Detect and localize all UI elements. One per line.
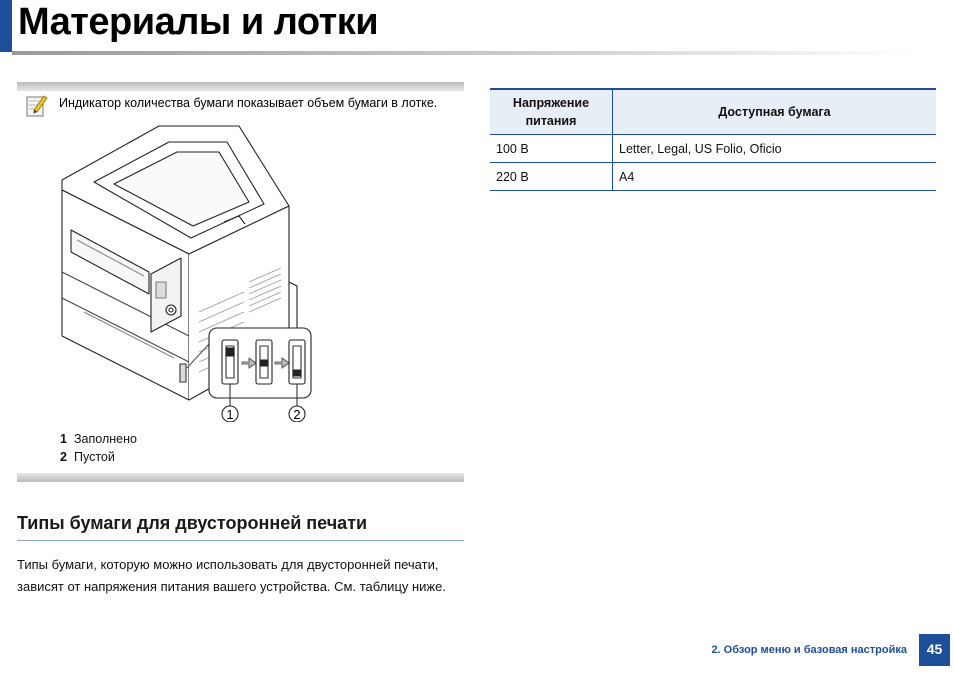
section-heading: Типы бумаги для двусторонней печати: [17, 513, 368, 533]
paragraph-line: зависят от напряжения питания вашего устройства. См. таблицу ниже.: [17, 579, 446, 594]
table-row: [490, 135, 936, 163]
note-pencil-icon: [25, 93, 49, 119]
legend-label: Заполнено: [74, 432, 137, 446]
legend-label: Пустой: [74, 450, 115, 464]
title-divider: [12, 51, 917, 55]
section-paragraph: [17, 554, 477, 598]
cell-voltage: 220 В: [490, 163, 613, 191]
title-accent-bar: [0, 0, 12, 52]
footer-chapter: 2. Обзор меню и базовая настройка: [711, 644, 907, 656]
legend-number: 1: [60, 432, 67, 446]
cell-paper: Letter, Legal, US Folio, Oficio: [613, 135, 937, 163]
page-title: Материалы и лотки: [18, 1, 379, 43]
legend-item-full: [60, 432, 137, 446]
cell-voltage: 100 В: [490, 135, 613, 163]
table-header-row: [490, 89, 936, 135]
printer-illustration: [59, 122, 319, 422]
note-panel: [17, 82, 464, 482]
header-paper: Доступная бумага: [613, 89, 937, 135]
page-number: 45: [919, 634, 950, 666]
legend-number: 2: [60, 450, 67, 464]
cell-paper: A4: [613, 163, 937, 191]
note-text: Индикатор количества бумаги показывает объем бумаги в лотке.: [59, 96, 438, 110]
paper-types-table: [490, 88, 936, 191]
note-top-border: [17, 82, 464, 91]
legend-item-empty: [60, 450, 115, 464]
header-voltage: Напряжение питания: [490, 89, 613, 135]
section-divider: [17, 540, 464, 541]
table-row: [490, 163, 936, 191]
callout-1: 1: [226, 407, 234, 422]
callout-2: 2: [293, 407, 301, 422]
paragraph-line: Типы бумаги, которую можно использовать для двусторонней печати,: [17, 557, 439, 572]
note-bottom-border: [17, 473, 464, 482]
